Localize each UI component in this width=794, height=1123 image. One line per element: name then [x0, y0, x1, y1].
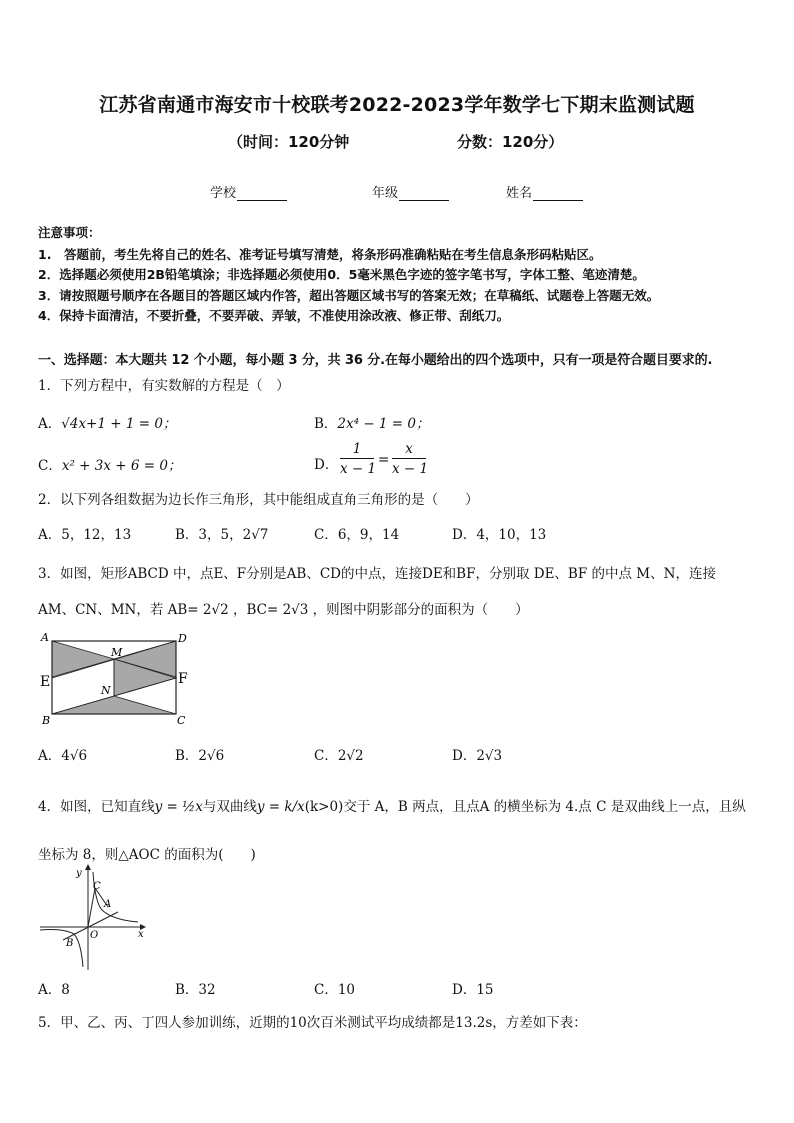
time-limit: （时间：120分钟: [228, 133, 350, 151]
label-c: C: [93, 881, 101, 892]
notice-item: 1. 答题前，考生先将自己的姓名、准考证号填写清楚，将条形码准确粘贴在考生信息条形码粘贴区。: [38, 247, 602, 262]
q3-option-a[interactable]: A．4√6: [38, 748, 88, 764]
school-label: 学校: [210, 186, 237, 201]
q2-option-a[interactable]: A．5，12，13: [38, 527, 132, 543]
q1-stem: 1．下列方程中，有实数解的方程是（ ）: [38, 378, 290, 394]
q4-option-b[interactable]: B．32: [175, 982, 216, 998]
q1-option-a[interactable]: [38, 412, 176, 432]
q4-hyperbola-figure: [38, 862, 148, 972]
q1-b-equation: 2x⁴ − 1 = 0；: [337, 416, 430, 432]
page-title: 江苏省南通市海安市十校联考2022-2023学年数学七下期末监测试题: [99, 94, 695, 116]
q2-option-c[interactable]: C．6，9，14: [314, 527, 400, 543]
label-x: x: [138, 929, 144, 940]
grade-field[interactable]: [372, 182, 449, 201]
label-f: F: [178, 671, 188, 687]
label-o: O: [90, 930, 99, 941]
option-letter: C．: [38, 458, 62, 474]
q1-option-c[interactable]: [38, 454, 181, 474]
label-d: D: [178, 632, 187, 645]
q3-rectangle-figure: [38, 630, 198, 730]
option-letter: D．: [314, 457, 339, 473]
hyperbola-branch: [40, 930, 83, 968]
q5-stem: 5．甲、乙、丙、丁四人参加训练，近期的10次百米测试平均成绩都是13.2s，方差如下表：: [38, 1015, 587, 1031]
fraction-denominator: x − 1: [340, 461, 377, 477]
notice-item: 3．请按照题号顺序在各题目的答题区域内作答，超出答题区域书写的答案无效；在草稿纸、试题卷上答题无效。: [38, 288, 660, 303]
line-equation: y = ½x: [154, 799, 203, 815]
hyperbola-branch: [93, 872, 138, 922]
q4-option-a[interactable]: A．8: [38, 982, 70, 998]
q4-stem: 4．如图，已知直线y = ½x与双曲线y = k/x(k>0)交于 A，B 两点，且点A 的横坐标为 4.点 C 是双曲线上一点，且纵: [38, 799, 746, 815]
label-e: E: [40, 674, 51, 690]
option-letter: A．: [38, 416, 62, 432]
q4-option-d[interactable]: D．15: [452, 982, 494, 998]
q2-option-b[interactable]: B．3，5，2√7: [175, 527, 269, 543]
q3-stem: 3．如图，矩形ABCD 中，点E、F分别是AB、CD的中点，连接DE和BF，分别取 DE、BF 的中点 M、N，连接: [38, 566, 716, 582]
q1-a-equation: √4x+1 + 1 = 0；: [61, 416, 177, 432]
q4-stem: 坐标为 8，则△AOC 的面积为( ): [38, 847, 256, 863]
q2-option-d[interactable]: D．4，10，13: [452, 527, 547, 543]
name-field[interactable]: [506, 182, 583, 201]
option-letter: B．: [314, 416, 338, 432]
label-a: A: [104, 899, 112, 910]
q2-stem: 2．以下列各组数据为边长作三角形，其中能组成直角三角形的是（ ）: [38, 492, 479, 508]
curve-equation: y = k/x: [256, 799, 305, 815]
fraction-numerator: x: [392, 440, 426, 459]
notice-item: 2．选择题必须使用2B铅笔填涂；非选择题必须使用0．5毫米黑色字迹的签字笔书写，字体工整、笔迹清楚。: [38, 267, 645, 282]
section-heading: 一、选择题：本大题共 12 个小题，每小题 3 分，共 36 分.在每小题给出的四个选项中，只有一项是符合题目要求的.: [38, 353, 713, 368]
notice-item: 4．保持卡面清洁，不要折叠，不要弄破、弄皱，不准使用涂改液、修正带、刮纸刀。: [38, 308, 510, 323]
fraction-numerator: 1: [340, 440, 374, 459]
label-b: B: [42, 714, 51, 727]
name-label: 姓名: [506, 186, 533, 201]
q1-c-equation: x² + 3x + 6 = 0；: [61, 458, 182, 474]
fraction-denominator: x − 1: [392, 461, 429, 477]
grade-label: 年级: [372, 186, 399, 201]
label-a: A: [41, 631, 49, 644]
q3-option-b[interactable]: B．2√6: [175, 748, 225, 764]
label-m: M: [111, 646, 123, 659]
shaded-triangle: [52, 641, 114, 677]
notice-heading: 注意事项：: [38, 225, 101, 240]
label-c: C: [177, 714, 186, 727]
q3-stem: AM、CN、MN，若 AB= 2√2 ，BC= 2√3 ，则图中阴影部分的面积为（ ）: [38, 602, 529, 618]
label-y: y: [76, 868, 82, 879]
label-b: B: [66, 938, 74, 949]
school-field[interactable]: [210, 182, 287, 201]
q3-option-c[interactable]: C．2√2: [314, 748, 364, 764]
label-n: N: [101, 684, 111, 697]
q3-option-d[interactable]: D．2√3: [452, 748, 503, 764]
total-score: 分数：120分）: [457, 133, 564, 151]
q4-option-c[interactable]: C．10: [314, 982, 356, 998]
q1-option-b[interactable]: [314, 412, 430, 432]
